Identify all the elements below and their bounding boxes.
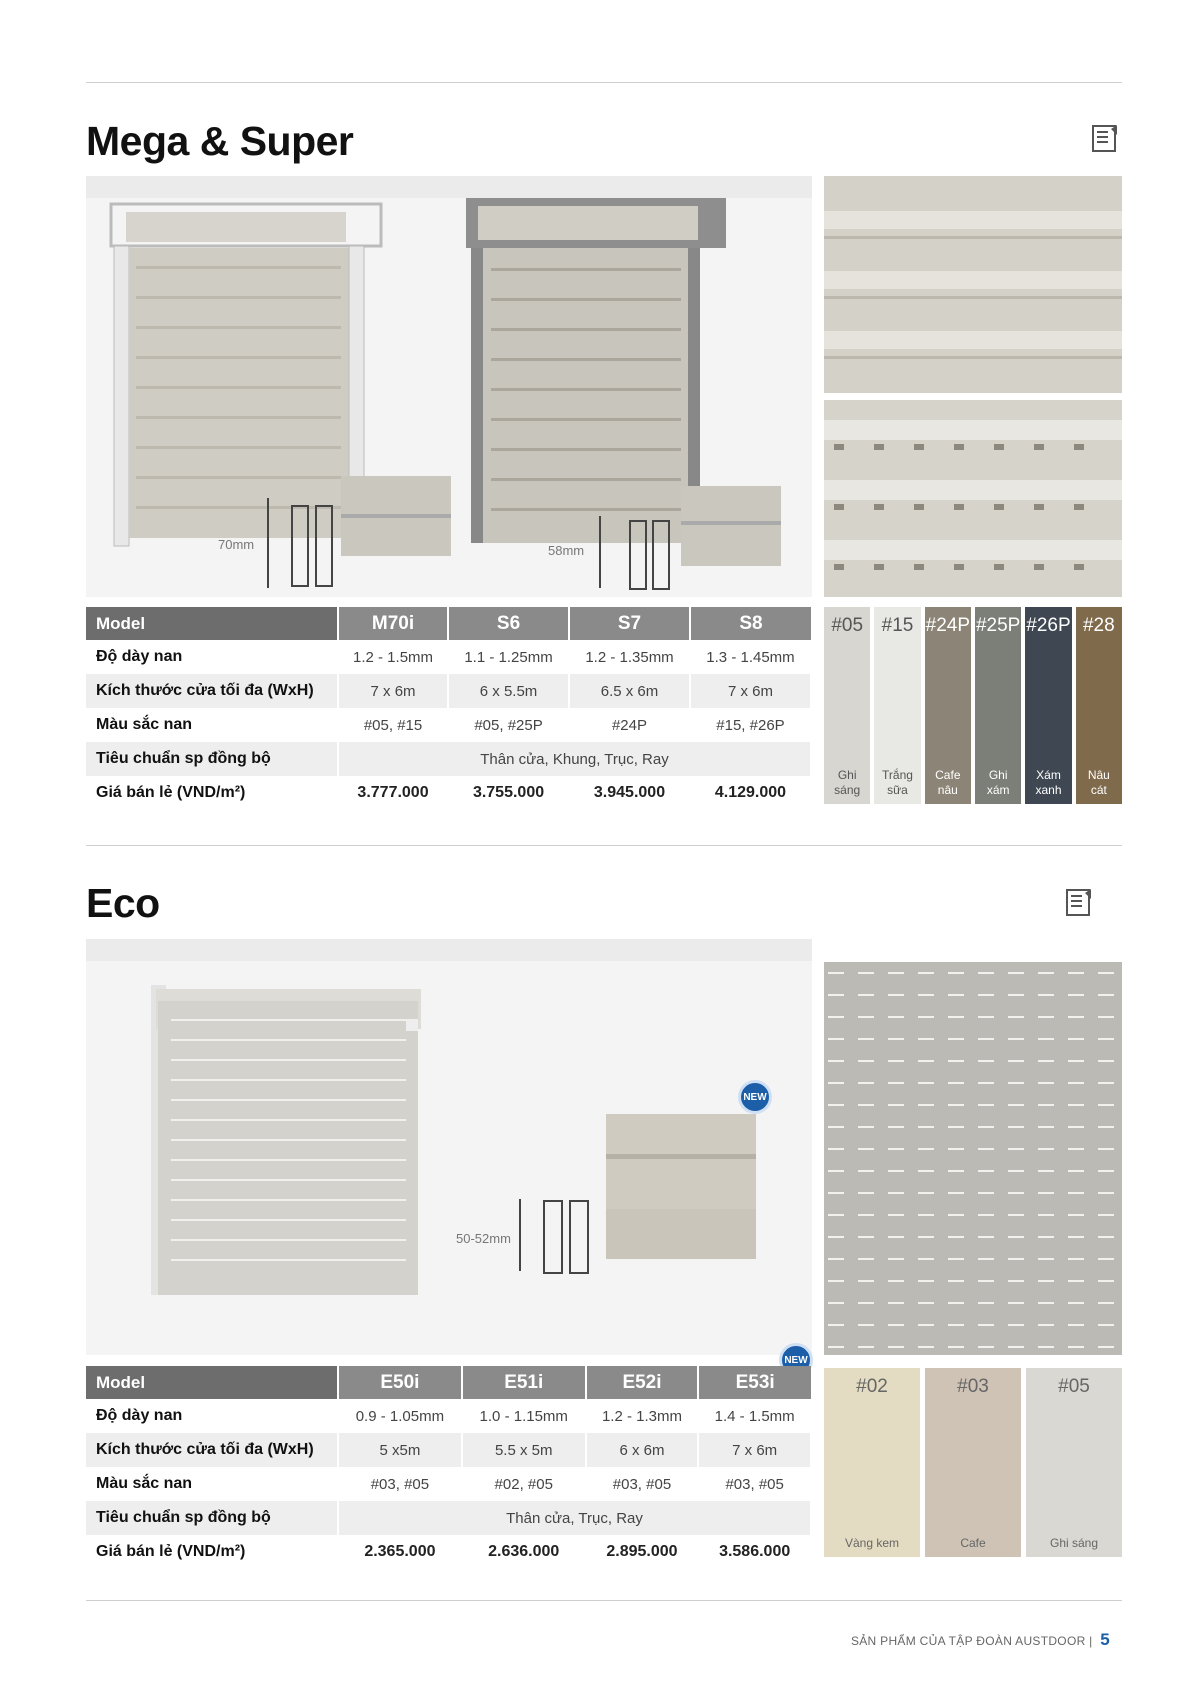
table-header-cell: E52i [586, 1366, 699, 1399]
table-cell: 1.2 - 1.5mm [338, 640, 448, 674]
door-m70i-illustration [111, 204, 381, 546]
swatch-name: Cafe [960, 1536, 986, 1550]
table-header-cell: E51i [462, 1366, 586, 1399]
table-row [86, 1433, 811, 1467]
price-cell: 4.129.000 [690, 776, 811, 810]
table-cell: 5.5 x 5m [462, 1433, 586, 1467]
table-row [86, 776, 811, 810]
table-cell: #24P [569, 708, 690, 742]
table-row [86, 674, 811, 708]
page-footer: SẢN PHẨM CỦA TẬP ĐOÀN AUSTDOOR | 5 [850, 1630, 1110, 1649]
footer-rule [86, 1600, 1122, 1601]
row-label: Độ dày nan [86, 640, 338, 674]
swatch-name: Nâu cát [1087, 768, 1110, 797]
page-number: 5 [1100, 1630, 1110, 1649]
price-cell: 3.777.000 [338, 776, 448, 810]
dimension-label-58mm: 58mm [548, 543, 585, 558]
table-header-cell: Model [86, 1366, 338, 1399]
row-label: Kích thước cửa tối đa (WxH) [86, 674, 338, 708]
swatch-name: Vàng kem [844, 1536, 900, 1550]
color-swatch [1076, 607, 1122, 804]
slat-photo-perforated [824, 400, 1122, 597]
table-cell: #05, #25P [448, 708, 569, 742]
color-swatch [1026, 1368, 1122, 1557]
table-header-cell: Model [86, 607, 338, 640]
color-swatch [1025, 607, 1071, 804]
table-header-cell: S8 [690, 607, 811, 640]
price-cell: 2.895.000 [586, 1535, 699, 1569]
color-swatch [925, 607, 971, 804]
price-cell: 3.586.000 [698, 1535, 811, 1569]
table-header-cell: S6 [448, 607, 569, 640]
footer-company-text: SẢN PHẨM CỦA TẬP ĐOÀN AUSTDOOR [850, 1634, 1086, 1648]
table-cell: 1.2 - 1.3mm [586, 1399, 699, 1433]
table-cell: 7 x 6m [698, 1433, 811, 1467]
table-row [86, 1501, 811, 1535]
table-cell: 6 x 5.5m [448, 674, 569, 708]
eco-slat-photo [824, 962, 1122, 1355]
table-cell: #02, #05 [462, 1467, 586, 1501]
table-row [86, 708, 811, 742]
table-cell: #03, #05 [698, 1467, 811, 1501]
color-swatch [975, 607, 1021, 804]
swatch-name: Xám xanh [1035, 768, 1062, 797]
color-swatch [874, 607, 920, 804]
table-cell: #03, #05 [586, 1467, 699, 1501]
section-rule [86, 845, 1122, 846]
document-icon[interactable] [1064, 887, 1094, 917]
swatch-name: Trắng sữa [882, 768, 913, 797]
color-swatch [824, 607, 870, 804]
table-cell: 1.0 - 1.15mm [462, 1399, 586, 1433]
table-cell: 1.1 - 1.25mm [448, 640, 569, 674]
top-rule [86, 82, 1122, 83]
row-label: Màu sắc nan [86, 708, 338, 742]
table-cell: 1.2 - 1.35mm [569, 640, 690, 674]
swatch-name: Ghi sáng [834, 768, 861, 797]
new-badge-e53i: NEW [779, 1343, 813, 1377]
table-header-cell: M70i [338, 607, 448, 640]
table-cell: #05, #15 [338, 708, 448, 742]
row-label: Độ dày nan [86, 1399, 338, 1433]
color-swatch [824, 1368, 920, 1557]
table-row [86, 742, 811, 776]
swatch-code: #25P [975, 615, 1021, 636]
swatch-code: #15 [881, 615, 914, 636]
document-icon[interactable] [1090, 123, 1120, 153]
table-header-cell: E50i [338, 1366, 462, 1399]
table-cell: #03, #05 [338, 1467, 462, 1501]
price-cell: 2.636.000 [462, 1535, 586, 1569]
table-cell-merged: Thân cửa, Khung, Trục, Ray [338, 742, 811, 776]
mega-super-spec-table [86, 607, 812, 810]
price-cell: 3.755.000 [448, 776, 569, 810]
row-label: Giá bán lẻ (VND/m²) [86, 1535, 338, 1569]
color-swatch [925, 1368, 1021, 1557]
section-title-mega-super: Mega & Super [86, 118, 354, 164]
swatch-code: #05 [831, 615, 864, 636]
table-header-cell: S7 [569, 607, 690, 640]
section-title-eco: Eco [86, 880, 160, 926]
table-cell: 1.4 - 1.5mm [698, 1399, 811, 1433]
table-cell: 6.5 x 6m [569, 674, 690, 708]
swatch-code: #03 [957, 1376, 989, 1397]
table-cell: 7 x 6m [338, 674, 448, 708]
slat-photo-plain [824, 176, 1122, 393]
table-cell: 1.3 - 1.45mm [690, 640, 811, 674]
table-row [86, 640, 811, 674]
table-row [86, 1467, 811, 1501]
swatch-name: Ghi sáng [1049, 1536, 1099, 1550]
swatch-code: #24P [925, 615, 970, 636]
swatch-name: Ghi xám [986, 768, 1010, 797]
table-header-row [86, 607, 811, 640]
swatch-code: #28 [1082, 615, 1115, 636]
table-header-row [86, 1366, 811, 1399]
price-cell: 3.945.000 [569, 776, 690, 810]
table-cell-merged: Thân cửa, Trục, Ray [338, 1501, 811, 1535]
row-label: Kích thước cửa tối đa (WxH) [86, 1433, 338, 1467]
mega-super-product-image [86, 176, 812, 597]
table-cell: 7 x 6m [690, 674, 811, 708]
table-row [86, 1535, 811, 1569]
eco-spec-table [86, 1366, 812, 1569]
swatch-code: #26P [1026, 615, 1071, 636]
row-label: Giá bán lẻ (VND/m²) [86, 776, 338, 810]
table-cell: 6 x 6m [586, 1433, 699, 1467]
table-row [86, 1399, 811, 1433]
new-badge: NEW [738, 1080, 772, 1114]
table-header-cell: E53i [698, 1366, 811, 1399]
dimension-label-70mm: 70mm [218, 537, 255, 552]
swatch-name: Cafe nâu [935, 768, 961, 797]
eco-product-image [86, 939, 812, 1355]
row-label: Màu sắc nan [86, 1467, 338, 1501]
dimension-label-50-52mm: 50-52mm [456, 1231, 511, 1246]
swatch-code: #05 [1058, 1376, 1090, 1397]
table-cell: #15, #26P [690, 708, 811, 742]
table-cell: 5 x5m [338, 1433, 462, 1467]
price-cell: 2.365.000 [338, 1535, 462, 1569]
row-label: Tiêu chuẩn sp đồng bộ [86, 1501, 338, 1535]
door-eco-illustration [151, 985, 421, 1295]
table-cell: 0.9 - 1.05mm [338, 1399, 462, 1433]
row-label: Tiêu chuẩn sp đồng bộ [86, 742, 338, 776]
swatch-code: #02 [856, 1376, 888, 1397]
